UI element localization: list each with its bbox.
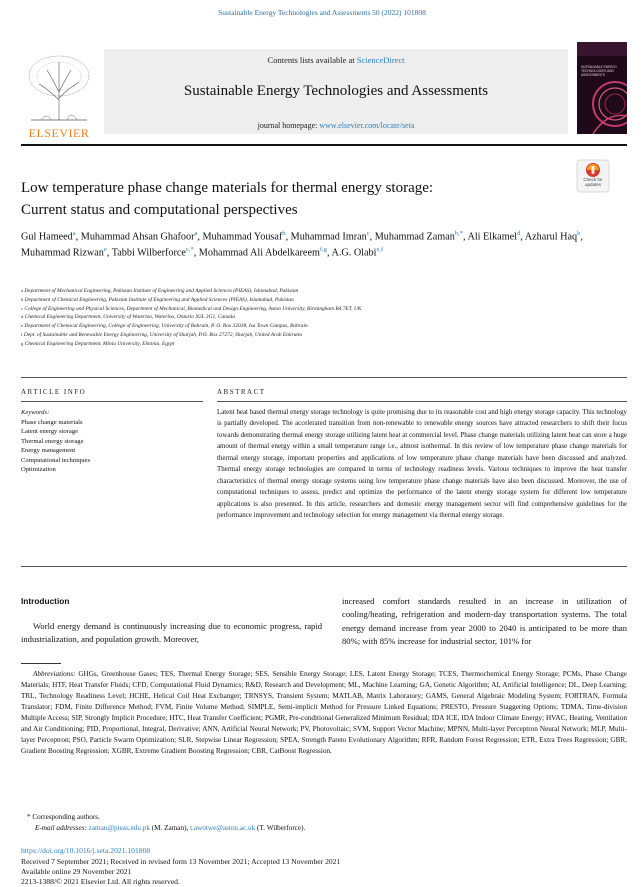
keyword-item: Energy management [21,447,76,455]
article-info-heading: ARTICLE INFO [21,388,87,396]
affiliation-item [21,331,627,340]
email-link-wilberforce[interactable]: t.awotwe@aston.ac.uk [190,824,256,832]
received-dates: Received 7 September 2021; Received in revised form 13 November 2021; Accepted 13 November 2021 [21,857,341,866]
author-separator: , [369,231,375,243]
header-divider [21,144,627,146]
elsevier-logo[interactable] [21,50,97,140]
author-name[interactable]: Gul Hameed [21,231,73,243]
author-list [21,229,627,261]
affiliation-label: b [21,296,24,302]
affiliation-label: g [21,340,24,346]
journal-title: Sustainable Energy Technologies and Assessments [183,83,489,99]
abstract-divider [217,401,627,402]
affiliation-item [21,340,627,349]
affiliation-text: Chemical Engineering Department, Minia University, Elminia, Egypt [24,340,175,347]
author-separator: , [326,247,332,259]
affiliation-item [21,305,627,314]
homepage-line [104,121,568,130]
keyword-item: Phase change materials [21,418,83,426]
affiliation-list [21,287,627,349]
abbreviations-label: Abbreviations: [33,670,76,678]
affiliation-item [21,322,627,331]
masthead [21,42,627,140]
affiliation-item [21,296,627,305]
issn-copyright: 2213-1388/© 2021 Elsevier Ltd. All rights reserved. [21,877,180,886]
author-affiliation-marker[interactable]: b [577,230,581,237]
affiliation-label: c [21,305,23,311]
article-title-line2: Current status and computational perspectives [21,201,298,218]
elsevier-wordmark: ELSEVIER [28,126,90,140]
info-bottom-divider [21,566,627,567]
author-affiliation-marker[interactable]: a [194,230,198,237]
article-info-divider [21,401,203,402]
author-affiliation-marker[interactable]: b,* [454,230,463,237]
introduction-heading: Introduction [21,596,70,606]
author-name[interactable]: Azharul Haq [524,231,578,243]
affiliation-text: Department of Mechanical Engineering, Pakistan Institute of Engineering and Applied Sciences (PIEAS), Islamabad, Pakistan [24,288,299,294]
author-name[interactable]: Muhammad Zaman [374,231,455,243]
crossmark-icon [576,159,610,193]
doi-link[interactable]: https://doi.org/10.1016/j.seta.2021.101808 [21,846,151,855]
author-name[interactable]: Tabbi Wilberforce [111,247,186,259]
info-top-divider [21,377,627,378]
author-name[interactable]: Ali Elkamel [467,231,517,243]
author-separator: , [580,231,583,243]
author-affiliation-marker[interactable]: d [516,230,521,237]
affiliation-text: Department of Chemical Engineering, Pakistan Institute of Engineering and Applied Sciences (PIEAS), Islamabad, Pakistan [24,296,294,303]
sciencedirect-link[interactable]: ScienceDirect [356,55,405,65]
author-name[interactable]: Muhammad Yousaf [202,231,283,243]
email-addresses [35,824,305,832]
affiliation-text: Dept. of Sustainable and Renewable Energy Engineering, University of Sharjah, P.O. Box 27272, Sharjah, United Arab Emirates [23,331,303,338]
introduction-left-column: World energy demand is continuously increasing due to economic progress, rapid industrialization, and population growth. Moreover, [21,621,322,645]
introduction-right-column: increased comfort standards resulted in an increase in utilization of cooling/heating, refrigeration and modern-day transportation systems. The total energy demand increase from year 2000 to 2040 is anticipated to be more than 80%; with 85% increase for industrial sector, 101% for [342,596,627,646]
author-separator: , [285,231,291,243]
keywords-block [21,408,203,475]
cover-title: SUSTAINABLE ENERGY TECHNOLOGIES AND ASSESSMENTS [581,65,618,77]
author-affiliation-marker[interactable]: a [72,230,76,237]
abbreviations-text: GHGs, Greenhouse Gases; TES, Thermal Energy Storage; SES, Sensible Energy Storage; LES, Latent Energy Storage; TCES, Thermochemical Energy Storage; PCMs, Phase Change Materials; HTF, Heat Transfer Fluids; CFD, Computational Fluid Dynamics; R&D, Research and Development; ML, Machine Learning; GA, Genetic Algorithm; AI, Artificial Intelligence; DL, Deep Learning; TRL, Technology Readiness Level; HCHE, Helical Coil Heat Exchanger; TRNSYS, Transient System; MATLAB, Matrix Laboratory; GAMS, General Algebraic Modeling System; FORTRAN, Formula Translator; FDM, Finite Difference Method; FVM, Finite Volume Method; SIMPLE, Semi-implicit Method for Pressure Linked Equations; PRESTO, Pressure Staggering Options; TDMA, Time-division Multiple Access; SIP, Strongly Implicit Procedure; HTC, Heat Transfer Coefficient; PGMR, Pre-conditional Generalized Minimum Residual; IDA ICE, IDA Indoor Climate Energy; HVAC, Heating, Ventilation and Air Conditioning; PID, Proportional, Integral, Derivative; ANN, Artificial Neural Network; PV, Photovoltaic; SVM, Support Vector Machine; MPNN, Multi-layer Perceptron Neural Network; MLP, Multi-layer Perceptron; PSO, Particle Swarm Optimization; SLR, Stepwise Linear Regression; SPEA, Strength Pareto Evolutionary Algorithm; RFR, Random Forest Regression; ETR, Extra Trees Regression; GBR, Gradient Boosting Regression; XGBR, Extreme Gradient Boosting Regression; CBR, CatBoost Regression. [21,670,627,756]
author-separator: , [193,247,199,259]
author-name[interactable]: A.G. Olabi [331,247,377,259]
author-separator: , [197,231,203,243]
author-separator: , [462,231,468,243]
affiliation-text: Chemical Engineering Department, University of Waterloo, Waterloo, Ontario N2L 3G1, Canada [24,314,235,321]
keyword-item: Thermal energy storage [21,437,84,445]
affiliation-item [21,313,627,322]
author-affiliation-marker[interactable]: c [366,230,370,237]
affiliation-label: a [21,288,23,293]
affiliation-text: Department of Chemical Engineering, College of Engineering, University of Bahrain, P. O. Box 32038, Isa Town Campus, Bahrain [24,323,308,330]
affiliation-label: d [21,314,24,320]
author-separator: , [520,231,525,243]
check-for-updates-badge[interactable] [576,159,610,193]
keywords-label: Keywords: [21,409,50,416]
cover-art-icon [577,42,627,134]
email-link-zaman[interactable]: zaman@pieas.edu.pk [88,824,150,832]
affiliation-label: f [21,331,23,337]
abbreviations-footnote [21,669,627,757]
abstract-text: Latent heat based thermal energy storage technology is quite promising due to its reasonable cost and high energy storage capacity. This technology is partially developed. The accelerated transition from non-renewable to renewable energy sources have attracted researchers to shift their focus towards demonstrating thermal energy storage utilizing latent heat at commercial level. Phase change materials utilizing latent heat can store a huge amount of thermal energy within a small temperature range i.e., almost isothermal. In this review of low temperature phase change materials for thermal energy storage, important properties and applications of low temperature phase change materials have been discussed and analyzed. Thermal energy storage technologies are compared in terms of technology readiness levels. Various techniques to improve the heat transfer characteristics of thermal energy storage systems using low temperature phase change materials have also been discussed. Moreover, the use of computational techniques to assess, predict and optimize the performance of the latent energy storage system for different low temperature applications is also presented. In this article, researchers and domestic energy management sector will find comprehensive guidelines for the performance improvement and technology selection for energy management via thermal energy storage. [217,409,627,520]
author-affiliation-marker[interactable]: f,g [319,246,327,254]
author-separator: , [75,231,81,243]
author-name[interactable]: Muhammad Imran [290,231,367,243]
footnote-divider [21,663,61,664]
affiliation-label: e [21,323,23,329]
affiliation-text: College of Engineering and Physical Sciences, Department of Mechanical, Biomedical and Design Engineering, Aston University, Birmingham B4 7ET, UK [24,305,362,312]
corresponding-authors-note: * Corresponding authors. [27,813,100,821]
article-title [21,178,561,222]
available-online-date: Available online 29 November 2021 [21,867,132,876]
email-name-zaman: (M. Zaman), [149,824,191,832]
author-affiliation-marker[interactable]: c,* [185,246,194,254]
author-separator: , [106,247,112,259]
contents-line [104,55,568,65]
author-name[interactable]: Muhammad Rizwan [21,247,104,259]
author-name[interactable]: Muhammad Ahsan Ghafoor [80,231,195,243]
journal-citation: Sustainable Energy Technologies and Assessments 50 (2022) 101808 [218,8,426,17]
author-affiliation-marker[interactable]: e,f [376,246,384,254]
author-affiliation-marker[interactable]: b [282,230,286,237]
abstract-heading: ABSTRACT [217,388,266,396]
article-title-line1: Low temperature phase change materials for thermal energy storage: [21,180,434,196]
affiliation-item [21,287,627,296]
keyword-item: Computational techniques [21,456,91,464]
email-label: E-mail addresses: [35,824,87,832]
crossmark-label-line1: Check for [583,177,603,182]
journal-title-panel [104,49,568,134]
keywords-list [21,418,203,475]
keyword-item: Optimization [21,466,56,474]
elsevier-tree-icon [21,50,97,124]
crossmark-label-line2: updates [584,181,601,187]
journal-cover-thumbnail[interactable] [577,42,627,134]
email-name-wilberforce: (T. Wilberforce). [255,824,306,832]
keyword-item: Latent energy storage [21,428,78,436]
contents-prefix: Contents lists available at [267,55,357,65]
homepage-link[interactable]: www.elsevier.com/locate/seta [319,121,415,130]
crossmark-label [576,178,610,188]
author-name[interactable]: Mohammad Ali Abdelkareem [198,247,320,259]
homepage-prefix: journal homepage: [257,121,320,130]
author-affiliation-marker[interactable]: e [103,246,107,254]
